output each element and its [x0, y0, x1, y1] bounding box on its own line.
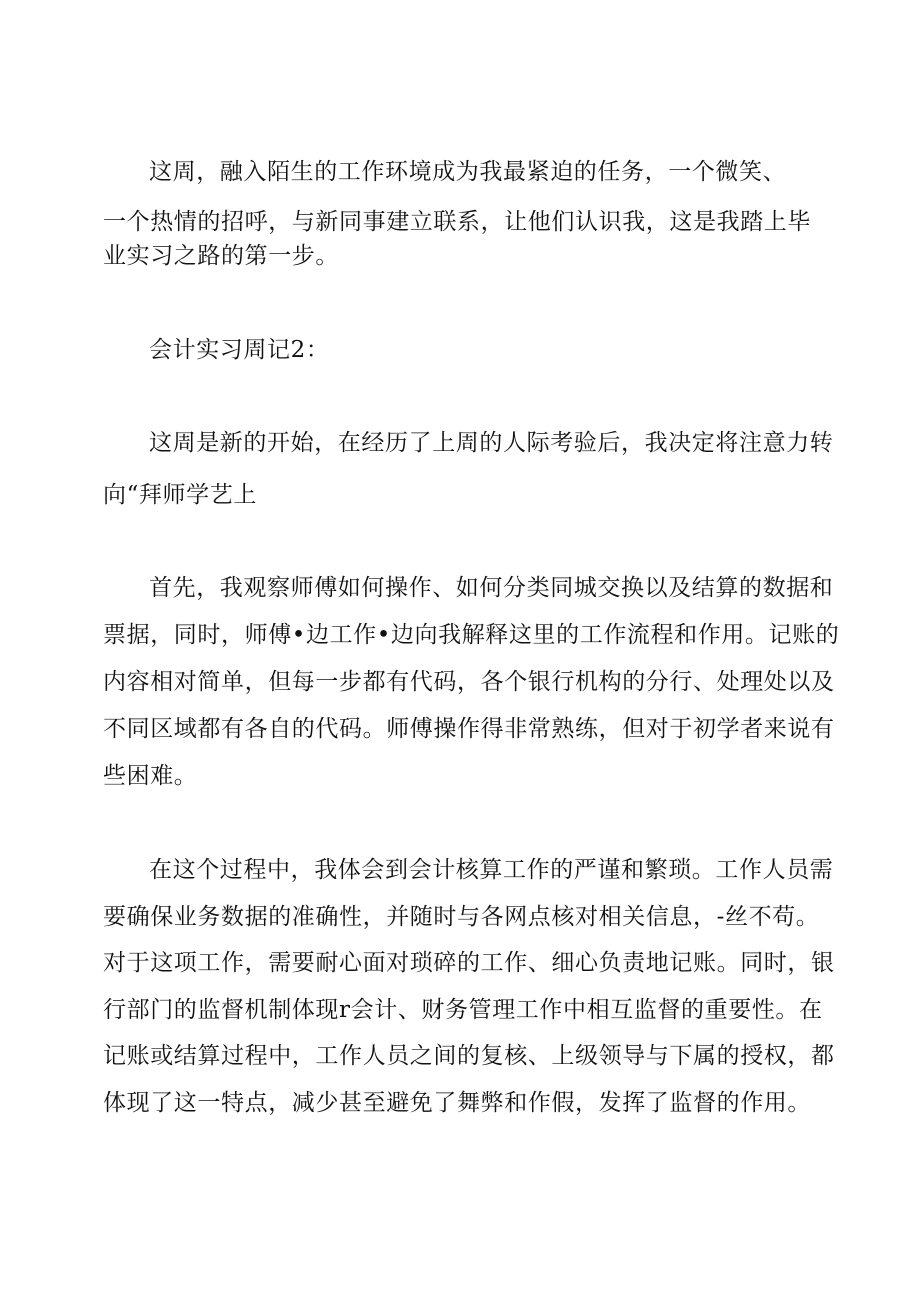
- text-line: 这周，融入陌生的工作环境成为我最紧迫的任务，一个微笑、: [149, 159, 787, 185]
- text-line: 记账或结算过程中，工作人员之间的复核、上级领导与下属的授权，都: [103, 1043, 835, 1069]
- text-line: 这周是新的开始，在经历了上周的人际考验后，我决定将注意力转: [149, 430, 834, 456]
- text-line: 些困难。: [103, 763, 198, 789]
- text-line: 票据，同时，师傅•边工作•边向我解释这里的工作流程和作用。记账的: [103, 622, 840, 648]
- text-line: 向“拜师学艺上: [103, 482, 257, 508]
- text-line: 在这个过程中，我体会到会计核算工作的严谨和繁琐。工作人员需: [149, 857, 834, 883]
- text-line: 首先，我观察师傅如何操作、如何分类同城交换以及结算的数据和: [149, 575, 834, 601]
- text-line: 要确保业务数据的准确性，并随时与各网点核对相关信息，-丝不苟。: [103, 904, 820, 930]
- text-line: 一个热情的招呼，与新同事建立联系，让他们认识我，这是我踏上毕: [103, 209, 811, 235]
- text-line: 内容相对简单，但每一步都有代码，各个银行机构的分行、处理处以及: [103, 669, 835, 695]
- text-line: 体现了这一特点，减少甚至避免了舞弊和作假，发挥了监督的作用。: [103, 1090, 811, 1116]
- text-line: 行部门的监督机制体现r会计、财务管理工作中相互监督的重要性。在: [103, 997, 823, 1023]
- text-line: 业实习之路的第一步。: [103, 243, 339, 269]
- heading-line: 会计实习周记2：: [149, 337, 330, 363]
- text-line: 对于这项工作，需要耐心面对琐碎的工作、细心负责地记账。同时，银: [103, 950, 835, 976]
- text-line: 不同区域都有各自的代码。师傅操作得非常熟练，但对于初学者来说有: [103, 716, 835, 742]
